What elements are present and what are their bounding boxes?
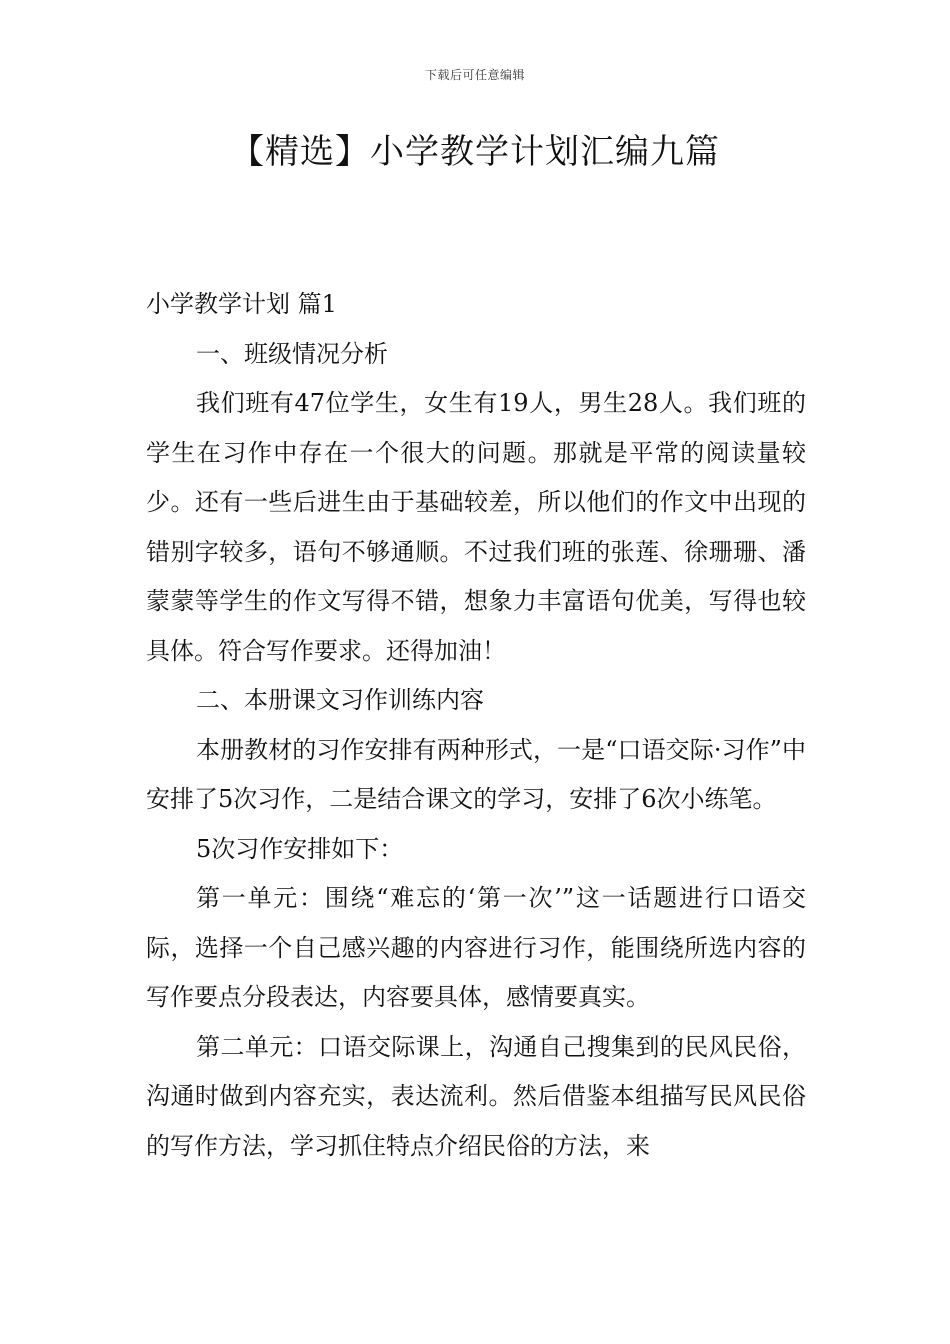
paragraph-unit-one: 第一单元：围绕“难忘的‘第一次’”这一话题进行口语交际，选择一个自己感兴趣的内容进行习作，能围绕所选内容的写作要点分段表达，内容要具体，感情要真实。 — [146, 884, 806, 1011]
page-header-note: 下载后可任意编辑 — [424, 68, 525, 82]
paragraph-writing-forms: 本册教材的习作安排有两种形式，一是“口语交际·习作”中安排了5次习作，二是结合课文的学习，安排了6次小练笔。 — [146, 735, 806, 813]
paragraph-writing-schedule-intro: 5次习作安排如下： — [196, 834, 404, 863]
document-title: 【精选】小学教学计划汇编九篇 — [230, 132, 720, 172]
section-heading-class-analysis: 一、班级情况分析 — [196, 339, 388, 368]
paragraph-unit-two: 第二单元：口语交际课上，沟通自己搜集到的民风民俗，沟通时做到内容充实，表达流利。然后借鉴本组描写民风民俗的写作方法，学习抓住特点介绍民俗的方法，来 — [146, 1032, 806, 1160]
document-body — [146, 280, 806, 1171]
plan-subtitle: 小学教学计划 篇1 — [146, 290, 337, 318]
section-heading-writing-content: 二、本册课文习作训练内容 — [196, 686, 484, 714]
paragraph-class-analysis: 我们班有47位学生，女生有19人，男生28人。我们班的学生在习作中存在一个很大的问题。那就是平常的阅读量较少。还有一些后进生由于基础较差，所以他们的作文中出现的错别字较多，语句不够通顺。不过我们班的张莲、徐珊珊、潘蒙蒙等学生的作文写得不错，想象力丰富语句优美，写得也较具体。符合写作要求。还得加油！ — [146, 389, 806, 665]
